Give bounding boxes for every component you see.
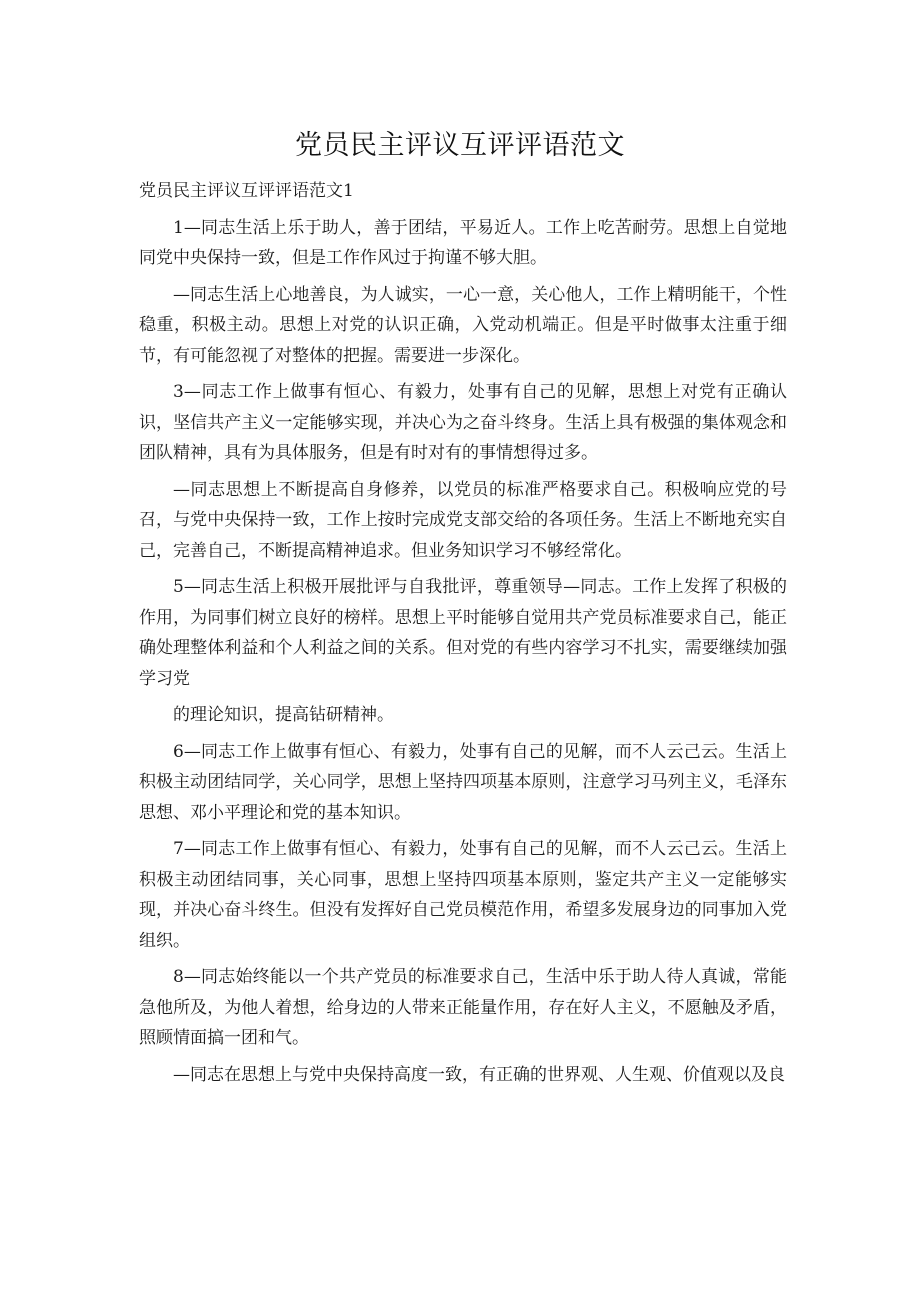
paragraph-3: 3—同志工作上做事有恒心、有毅力，处事有自己的见解，思想上对党有正确认识，坚信共产主义一定能够实现，并决心为之奋斗终身。生活上具有极强的集体观念和团队精神，具有为具体服务，但是有时对有的事情想得过多。 bbox=[139, 382, 787, 463]
paragraph-2: —同志生活上心地善良，为人诚实，一心一意，关心他人，工作上精明能干，个性稳重，积极主动。思想上对党的认识正确，入党动机端正。但是平时做事太注重于细节，有可能忽视了对整体的把握。需要进一步深化。 bbox=[139, 284, 787, 366]
paragraph-5: 5—同志生活上积极开展批评与自我批评，尊重领导—同志。工作上发挥了积极的作用，为同事们树立良好的榜样。思想上平时能够自觉用共产党员标准要求自己，能正确处理整体利益和个人利益之间的关系。但对党的有些内容学习不扎实，需要继续加强学习党 bbox=[139, 577, 787, 689]
paragraph-6: 6—同志工作上做事有恒心、有毅力，处事有自己的见解，而不人云己云。生活上积极主动团结同学，关心同学，思想上坚持四项基本原则，注意学习马列主义，毛泽东思想、邓小平理论和党的基本知识。 bbox=[139, 741, 787, 823]
paragraph-7: 7—同志工作上做事有恒心、有毅力，处事有自己的见解，而不人云己云。生活上积极主动团结同事，关心同事，思想上坚持四项基本原则，鉴定共产主义一定能够实现，并决心奋斗终生。但没有发挥好自己党员模范作用，希望多发展身边的同事加入党组织。 bbox=[139, 839, 787, 951]
paragraph-4: —同志思想上不断提高自身修养，以党员的标准严格要求自己。积极响应党的号召，与党中央保持一致，工作上按时完成党支部交给的各项任务。生活上不断地充实自己，完善自己，不断提高精神追求。但业务知识学习不够经常化。 bbox=[139, 479, 787, 561]
paragraph-1: 1—同志生活上乐于助人，善于团结，平易近人。工作上吃苦耐劳。思想上自觉地同党中央保持一致，但是工作作风过于拘谨不够大胆。 bbox=[139, 217, 787, 268]
paragraph-8: 8—同志始终能以一个共产党员的标准要求自己，生活中乐于助人待人真诚，常能急他所及，为他人着想，给身边的人带来正能量作用，存在好人主义，不愿触及矛盾，照顾情面搞一团和气。 bbox=[139, 967, 787, 1048]
document-body bbox=[139, 176, 787, 1096]
document-title: 党员民主评议互评评语范文 bbox=[295, 130, 625, 161]
paragraph-9: —同志在思想上与党中央保持高度一致，有正确的世界观、人生观、价值观以及良 bbox=[173, 1064, 785, 1085]
document-subtitle: 党员民主评议互评评语范文1 bbox=[139, 181, 354, 201]
paragraph-5-continued: 的理论知识，提高钻研精神。 bbox=[173, 705, 394, 725]
